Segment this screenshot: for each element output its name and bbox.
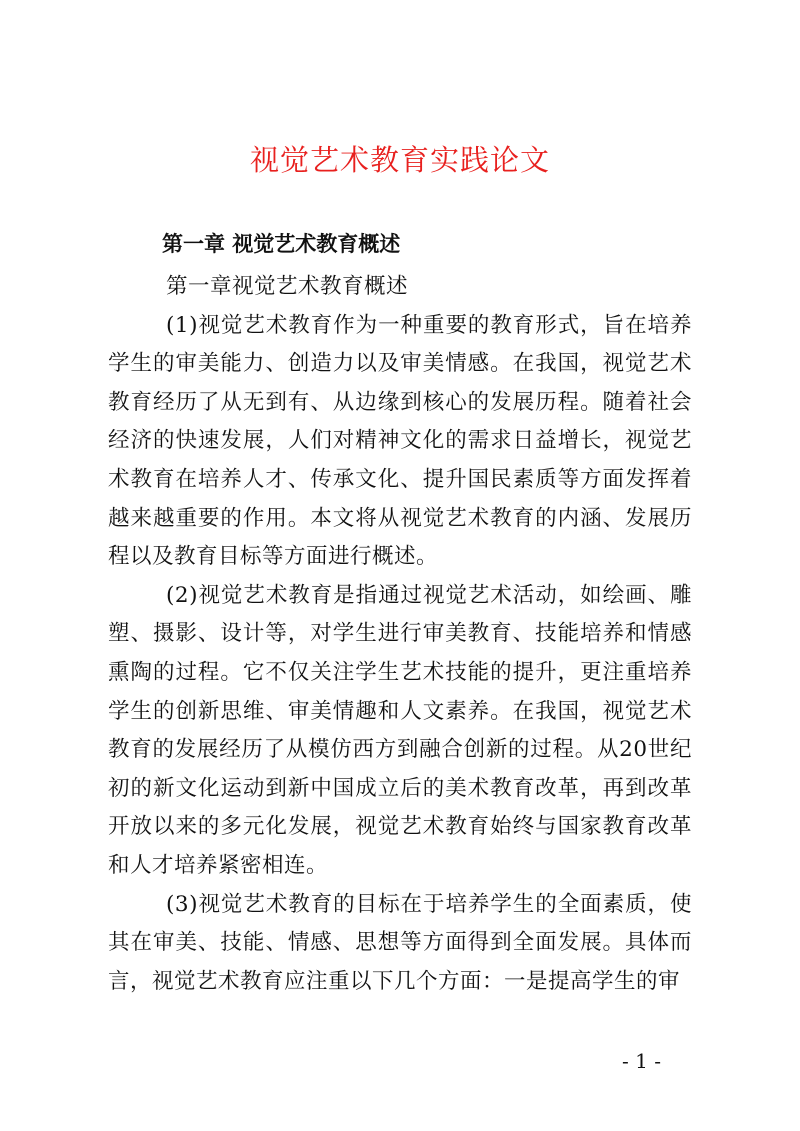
document-body <box>108 268 692 1001</box>
paragraph-3: (3)视觉艺术教育的目标在于培养学生的全面素质，使其在审美、技能、情感、思想等方面得到全面发展。具体而言，视觉艺术教育应注重以下几个方面：一是提高学生的审 <box>108 891 692 994</box>
chapter-heading: 第一章 视觉艺术教育概述 <box>162 232 401 256</box>
paragraph-1: (1)视觉艺术教育作为一种重要的教育形式，旨在培养学生的审美能力、创造力以及审美情感。在我国，视觉艺术教育经历了从无到有、从边缘到核心的发展历程。随着社会经济的快速发展，人们对精神文化的需求日益增长，视觉艺术教育在培养人才、传承文化、提升国民素质等方面发挥着越来越重要的作用。本文将从视觉艺术教育的内涵、发展历程以及教育目标等方面进行概述。 <box>108 312 692 570</box>
paragraph-chapter-label: 第一章视觉艺术教育概述 <box>166 274 409 299</box>
page-number: - 1 - <box>622 1049 661 1073</box>
document-title: 视觉艺术教育实践论文 <box>249 143 550 177</box>
paragraph-2: (2)视觉艺术教育是指通过视觉艺术活动，如绘画、雕塑、摄影、设计等，对学生进行审美教育、技能培养和情感熏陶的过程。它不仅关注学生艺术技能的提升，更注重培养学生的创新思维、审美情趣和人文素养。在我国，视觉艺术教育的发展经历了从模仿西方到融合创新的过程。从20世纪初的新文化运动到新中国成立后的美术教育改革，再到改革开放以来的多元化发展，视觉艺术教育始终与国家教育改革和人才培养紧密相连。 <box>108 582 692 878</box>
